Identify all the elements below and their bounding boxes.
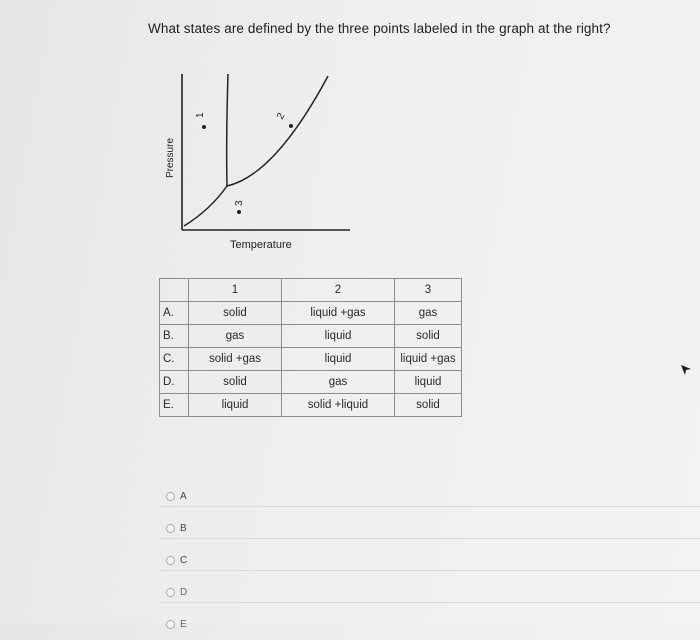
table-header-row — [160, 279, 462, 302]
table-cell: solid — [189, 371, 282, 394]
point-3-label: 3 — [234, 200, 245, 206]
fusion-curve — [227, 74, 228, 186]
table-cell: solid — [189, 302, 282, 325]
table-cell: gas — [189, 325, 282, 348]
radio-button[interactable] — [166, 492, 175, 501]
table-cell: gas — [282, 371, 395, 394]
table-header-cell — [160, 279, 189, 302]
option-b[interactable] — [166, 512, 686, 544]
table-cell: gas — [395, 302, 462, 325]
table-cell: D. — [160, 371, 189, 394]
question-text: What states are defined by the three points labeled in the graph at the right? — [148, 21, 611, 36]
table-header-cell: 3 — [395, 279, 462, 302]
table-cell: solid — [395, 325, 462, 348]
answer-table — [159, 278, 462, 417]
table-cell: liquid — [395, 371, 462, 394]
option-label: E — [180, 618, 187, 630]
table-row — [160, 348, 462, 371]
table-cell: liquid +gas — [282, 302, 395, 325]
radio-button[interactable] — [166, 588, 175, 597]
table-cell: solid — [395, 394, 462, 417]
table-cell: E. — [160, 394, 189, 417]
phase-diagram — [160, 60, 360, 260]
table-row — [160, 325, 462, 348]
point-1-marker — [202, 125, 206, 129]
table-row — [160, 394, 462, 417]
point-2-label: 2 — [275, 111, 288, 122]
table-cell: solid +gas — [189, 348, 282, 371]
option-d[interactable] — [166, 576, 686, 608]
table-cell: liquid — [282, 348, 395, 371]
table-cell: liquid — [189, 394, 282, 417]
option-label: C — [180, 554, 188, 566]
answer-options — [166, 480, 686, 640]
table-header-cell: 1 — [189, 279, 282, 302]
radio-button[interactable] — [166, 620, 175, 629]
option-a[interactable] — [166, 480, 686, 512]
vaporization-curve — [227, 76, 328, 186]
table-row — [160, 371, 462, 394]
table-cell: solid +liquid — [282, 394, 395, 417]
table-cell: liquid +gas — [395, 348, 462, 371]
table-cell: C. — [160, 348, 189, 371]
radio-button[interactable] — [166, 524, 175, 533]
table-header-cell: 2 — [282, 279, 395, 302]
option-label: D — [180, 586, 188, 598]
mouse-pointer-icon — [680, 364, 692, 376]
radio-button[interactable] — [166, 556, 175, 565]
option-label: A — [180, 490, 187, 502]
option-c[interactable] — [166, 544, 686, 576]
table-cell: liquid — [282, 325, 395, 348]
y-axis-label: Pressure — [165, 137, 176, 178]
option-e[interactable] — [166, 608, 686, 640]
x-axis-label: Temperature — [230, 239, 292, 251]
point-1-label: 1 — [195, 112, 206, 118]
point-3-marker — [237, 210, 241, 214]
point-2-marker — [289, 124, 293, 128]
table-cell: A. — [160, 302, 189, 325]
sublimation-curve — [184, 186, 227, 226]
table-cell: B. — [160, 325, 189, 348]
table-row — [160, 302, 462, 325]
option-label: B — [180, 522, 187, 534]
